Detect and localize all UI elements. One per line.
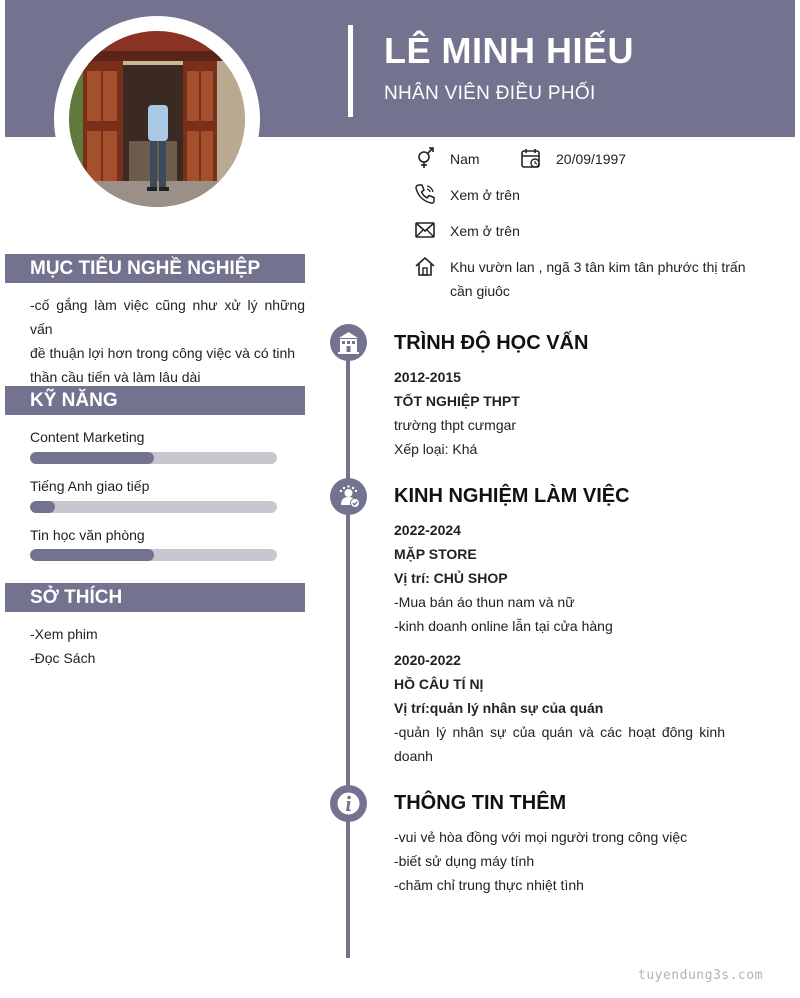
header-divider [348,25,353,117]
job-period: 2022-2024 [394,522,461,538]
job-detail: -quản lý nhân sự của quán và các hoạt đông kinh [394,724,725,740]
skill-bar [30,501,277,513]
job-position: Vị trí: CHỦ SHOP [394,570,508,586]
hobby-item: -Đọc Sách [30,650,96,666]
calendar-icon [520,147,542,169]
education-school: trường thpt cưmgar [394,417,517,433]
objective-heading: MỤC TIÊU NGHỀ NGHIỆP [5,254,305,283]
education-grade: Xếp loại: Khá [394,441,478,457]
birthday-value: 20/09/1997 [556,151,627,167]
extra-line: -vui vẻ hòa đồng với mọi người trong công việc [394,829,688,845]
gender-row [414,147,480,171]
phone-row [414,183,520,207]
phone-value: Xem ở trên [450,187,520,203]
candidate-title: NHÂN VIÊN ĐIỀU PHỐI [384,83,596,104]
watermark: tuyendung3s.com [638,968,763,983]
job-period: 2020-2022 [394,652,461,668]
candidate-name: LÊ MINH HIẾU [384,30,635,71]
gender-icon [414,147,436,169]
objective-line: -cố gắng làm việc cũng như xử lý những vấn [30,297,305,337]
extra-heading: THÔNG TIN THÊM [394,792,567,814]
skill-bar-fill [30,452,154,464]
job-position: Vị trí:quản lý nhân sự của quán [394,700,604,716]
mail-icon [414,219,436,241]
extra-line: -chăm chỉ trung thực nhiệt tình [394,877,584,893]
skill-bar-fill [30,549,154,561]
phone-icon [414,183,436,205]
address-line-2: cần giuôc [450,283,510,299]
experience-icon [330,478,367,515]
education-icon [330,324,367,361]
objective-line: đề thuận lợi hơn trong công việc và có tinh [30,345,296,361]
birthday-row [520,147,626,171]
skill-label: Tiếng Anh giao tiếp [30,478,150,494]
skill-label: Content Marketing [30,429,145,445]
education-heading: TRÌNH ĐỘ HỌC VẤN [394,332,589,354]
job-company: HỒ CÂU TÍ NỊ [394,676,484,692]
skill-bar-fill [30,501,55,513]
job-detail: -kinh doanh online lẫn tại cửa hàng [394,618,613,634]
address-row [414,255,745,303]
avatar [69,31,245,207]
info-icon [330,785,367,822]
job-detail: doanh [394,748,433,764]
hobbies-heading: SỞ THÍCH [5,583,305,612]
home-icon [414,255,436,277]
education-degree: TỐT NGHIỆP THPT [394,393,520,409]
hobby-item: -Xem phim [30,626,98,642]
extra-line: -biết sử dụng máy tính [394,853,535,869]
hobbies-list [30,622,98,670]
skill-bar [30,549,277,561]
timeline-line [346,340,350,958]
address-value [450,255,745,303]
skill-label: Tin học văn phòng [30,527,145,543]
gender-value: Nam [450,151,480,167]
email-row [414,219,520,243]
education-period: 2012-2015 [394,369,461,385]
experience-heading: KINH NGHIỆM LÀM VIỆC [394,485,630,507]
objective-line: thần cầu tiến và làm lâu dài [30,369,201,385]
objective-text [30,293,305,389]
skills-heading: KỸ NĂNG [5,386,305,415]
job-detail: -Mua bán áo thun nam và nữ [394,594,575,610]
job-company: MẶP STORE [394,546,477,562]
email-value: Xem ở trên [450,223,520,239]
address-line-1: Khu vườn lan , ngã 3 tân kim tân phước thị trấn [450,259,746,275]
skill-bar [30,452,277,464]
